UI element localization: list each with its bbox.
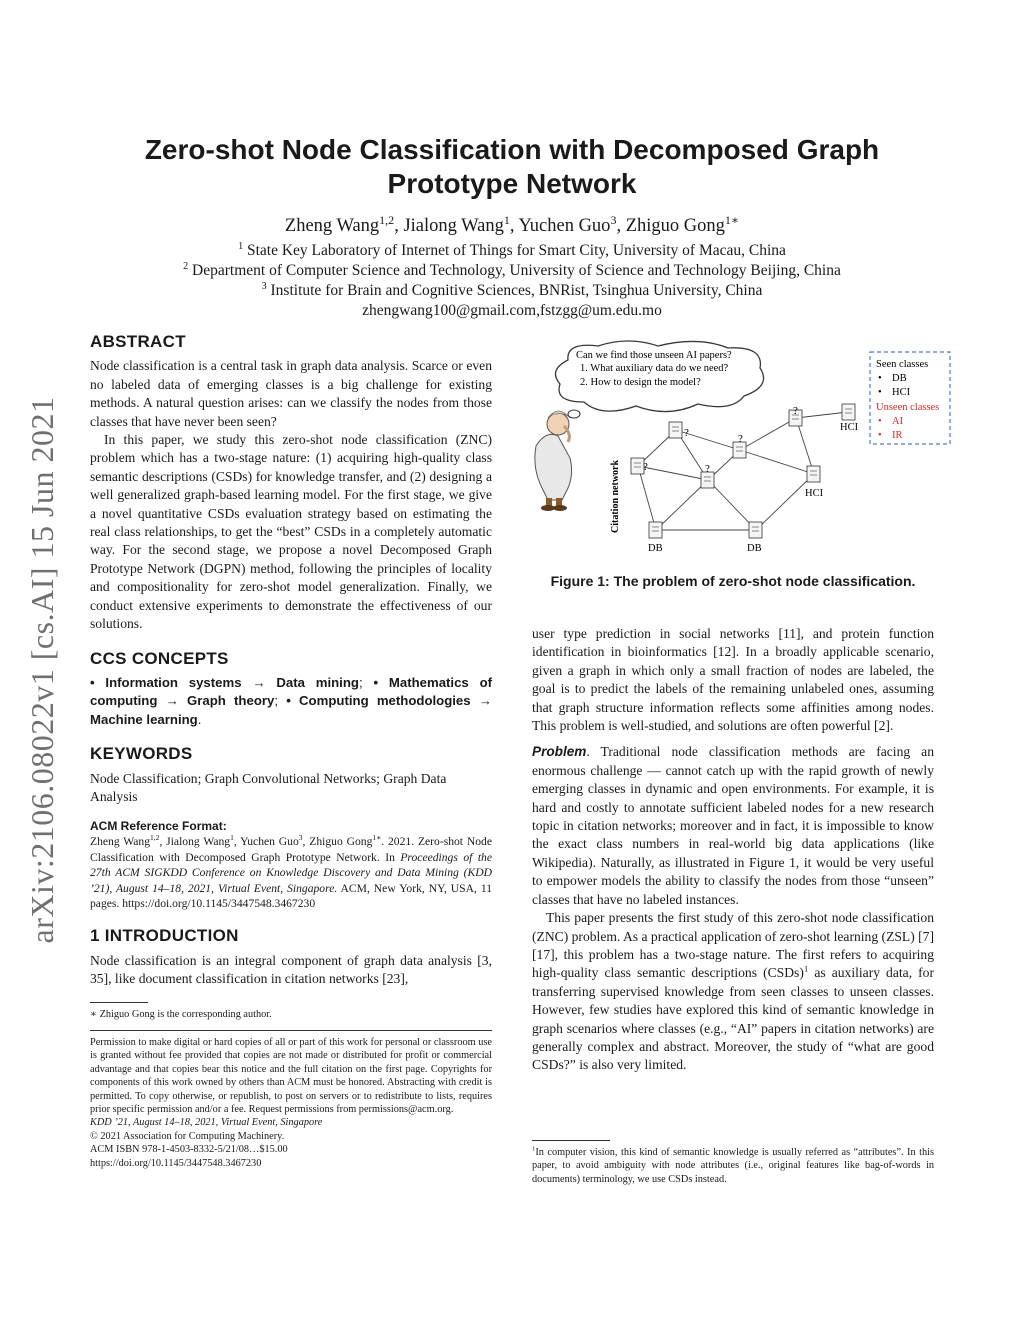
doi-line: https://doi.org/10.1145/3447548.3467230 bbox=[90, 1157, 262, 1169]
author-sup: 1 bbox=[503, 212, 510, 227]
ref-sup: 1 bbox=[230, 833, 234, 843]
ccs-term: → Graph theory bbox=[157, 693, 275, 709]
ref-sup: 1,2 bbox=[150, 833, 160, 843]
node-unknown-label: ? bbox=[643, 461, 648, 473]
right-p1: user type prediction in social networks [11], and protein function identification in bioinformatics [12]. In a broadly applicable scenario, given a graph in which only a small fraction of nodes are labeled, the goal is to predict the labels of the remaining unlabeled ones, assuming that graph structure information reflects some affinities among nodes. This problem is well-studied, and solutions are often powerful [2]. bbox=[532, 626, 934, 734]
ref-venue: Proceedings of the 27th ACM SIGKDD Conference on Knowledge Discovery and Data Mining (KDD ’21), August 14–18, 2021, Virtual Event, Singapore. bbox=[90, 850, 492, 895]
abstract-p2: In this paper, we study this zero-shot node classification (ZNC) problem which has a two-stage nature: (1) acquiring high-quality class semantic descriptions (CSDs) for knowledge transfer, and (2) designing a well generalized graph-based learning model. For the first stage, we give a novel quantitative CSDs evaluation strategy based on estimating the real class relationships, to get the “best” CSDs in a completely automatic way. For the second stage, we propose a novel Decomposed Graph Prototype Network (DGPN) method, following the principles of locality and compositionality for zero-shot model generalization. Finally, we conduct extensive experiments to demonstrate the effectiveness of our solutions. bbox=[90, 432, 492, 632]
affiliation bbox=[100, 261, 924, 281]
node-db-label: DB bbox=[648, 543, 663, 554]
thought-bubble bbox=[556, 341, 764, 427]
author-sup: 3 bbox=[610, 212, 617, 227]
ref-part: , Zhiguo Gong bbox=[302, 835, 373, 849]
footnote-rule bbox=[532, 1140, 610, 1141]
abstract-heading: ABSTRACT bbox=[90, 332, 186, 351]
permission-text: Permission to make digital or hard copies of all or part of this work for personal or classroom use is granted without fee provided that copies are not made or distributed for profit or commercial advantage and that copies bear this notice and the full citation on the first page. Copyrights for components of this work owned by others than ACM must be honored. Abstracting with credit is permitted. To copy otherwise, or republish, to post on servers or to redistribute to lists, requires prior specific permission and/or a fee. Request permissions from permissions@acm.org. bbox=[90, 1037, 492, 1116]
paper-node bbox=[669, 422, 682, 438]
legend-bullet: • bbox=[878, 430, 882, 441]
aff-num: 3 bbox=[261, 280, 267, 292]
author-name: Yuchen Guo bbox=[518, 216, 611, 236]
ccs-term: • Computing methodologies bbox=[286, 693, 471, 709]
ccs-heading: CCS CONCEPTS bbox=[90, 648, 229, 668]
paper-node bbox=[807, 466, 820, 482]
conference-line: KDD ’21, August 14–18, 2021, Virtual Event, Singapore bbox=[90, 1117, 323, 1129]
ref-part: . 2021. Zero-shot Node Classification with Decomposed Graph Prototype Network. In bbox=[90, 835, 492, 864]
isbn-line: ACM ISBN 978-1-4503-8332-5/21/08…$15.00 bbox=[90, 1144, 288, 1156]
ref-part: , Jialong Wang bbox=[159, 835, 231, 849]
ref-part: Zheng Wang bbox=[90, 835, 151, 849]
footnote-num: 1 bbox=[532, 1145, 536, 1153]
ref-sup: 1∗ bbox=[372, 833, 382, 843]
affiliation bbox=[100, 281, 924, 301]
permission-block bbox=[90, 1036, 492, 1170]
node-unknown-label: ? bbox=[738, 433, 743, 445]
problem-text: . Traditional node classification methods are facing an enormous challenge — cannot catch up with the rapid growth of newly emerging classes in dynamic and open environments. For example, it is hard and costly to annotate sufficient labeled nodes for a new research topic in citation networks; moreover and in fact, it is impossible to know the exact class numbers in real-world big data applications (like Wikipedia). Naturally, as illustrated in Figure 1, it would be very useful to empower models the ability to classify the nodes from those “unseen” classes that have no labeled instances. bbox=[532, 744, 934, 907]
problem-paragraph bbox=[532, 743, 934, 909]
scientist-illustration bbox=[535, 411, 572, 511]
author-sup: 1,2 bbox=[379, 212, 395, 227]
figure-1 bbox=[528, 338, 958, 566]
ref-part: ACM, New York, NY, USA, 11 pages. https://doi.org/10.1145/3447548.3467230 bbox=[90, 881, 492, 910]
figure-caption: Figure 1: The problem of zero-shot node classification. bbox=[550, 573, 916, 589]
ccs-term: → Machine learning bbox=[90, 693, 492, 727]
arxiv-id: arXiv:2106.08022v1 [cs.AI] 15 Jun 2021 bbox=[24, 396, 60, 944]
legend-ir: IR bbox=[892, 430, 903, 441]
node-unknown-label: ? bbox=[793, 405, 798, 417]
aff-num: 2 bbox=[183, 260, 189, 272]
legend-ai: AI bbox=[892, 416, 904, 427]
legend-bullet: • bbox=[878, 416, 882, 427]
ccs-concepts bbox=[90, 674, 492, 729]
node-db-label: DB bbox=[747, 543, 762, 554]
bubble-question: Can we find those unseen AI papers? bbox=[576, 350, 732, 361]
citation-network-label: Citation network bbox=[610, 459, 621, 533]
author-name: Jialong Wang bbox=[403, 216, 504, 236]
footnote-marker: 1 bbox=[803, 963, 809, 974]
keywords-heading: KEYWORDS bbox=[90, 744, 193, 764]
bubble-q1: 1. What auxiliary data do we need? bbox=[580, 363, 729, 374]
legend-bullet: • bbox=[878, 387, 882, 398]
permission-rule bbox=[90, 1030, 492, 1031]
footnote-text: In computer vision, this kind of semantic knowledge is usually referred as “attributes”. In this paper, to avoid ambiguity with node attributes (i.e., original features like bag-of-words in documents) terminology, we use CSDs instead. bbox=[532, 1147, 934, 1185]
ccs-sep: . bbox=[197, 711, 202, 727]
copyright-line: © 2021 Association for Computing Machinery. bbox=[90, 1130, 285, 1142]
paper-node bbox=[749, 522, 762, 538]
node-hci-label: HCI bbox=[840, 422, 859, 433]
node-unknown-label: ? bbox=[705, 463, 710, 475]
aff-text: Department of Computer Science and Technology, University of Science and Technology Beijing, China bbox=[192, 262, 841, 279]
left-column bbox=[90, 333, 492, 989]
intro-p1: Node classification is an integral component of graph data analysis [3, 35], like document classification in citation networks [23], bbox=[90, 952, 492, 987]
paper-node bbox=[842, 404, 855, 420]
abstract-p1: Node classification is a central task in graph data analysis. Scarce or even no labeled data of emerging classes is a big challenge for existing methods. A natural question arises: can we classify the nodes from those classes that have never been seen? bbox=[90, 358, 492, 429]
intro-heading: 1 INTRODUCTION bbox=[90, 926, 239, 946]
legend-hci: HCI bbox=[892, 387, 911, 398]
legend-db: DB bbox=[892, 373, 907, 384]
keywords-text: Node Classification; Graph Convolutional Networks; Graph Data Analysis bbox=[90, 770, 447, 804]
author-name: Zheng Wang bbox=[284, 216, 380, 236]
legend-bullet: • bbox=[878, 373, 882, 384]
title-line-2: Prototype Network bbox=[387, 168, 637, 199]
paper-node bbox=[649, 522, 662, 538]
ccs-term: → Data mining bbox=[241, 674, 359, 690]
p3-text: as auxiliary data, for transferring supervised knowledge from seen classes to unseen classes. However, few studies have explored this kind of semantic knowledge in graph scenarios where classes (e.g., “AI” papers in citation networks) are generally complex and abstract. Moreover, the study of “what are good CSDs?” is also very limited. bbox=[532, 965, 934, 1073]
footnote-corresponding: ∗ Zhiguo Gong is the corresponding author. bbox=[90, 1009, 272, 1020]
ccs-term: • Mathematics of computing bbox=[90, 674, 493, 709]
problem-label: Problem bbox=[532, 744, 587, 760]
footnote-rule bbox=[90, 1002, 148, 1003]
aff-text: State Key Laboratory of Internet of Things for Smart City, University of Macau, China bbox=[246, 242, 786, 259]
bubble-q2: 2. How to design the model? bbox=[580, 377, 701, 388]
right-column bbox=[532, 625, 934, 1075]
ref-sup: 3 bbox=[298, 833, 303, 843]
ccs-term: • Information systems bbox=[90, 674, 242, 690]
node-unknown-label: ? bbox=[684, 427, 689, 439]
node-hci-label: HCI bbox=[805, 488, 824, 499]
right-p3 bbox=[532, 909, 934, 1075]
aff-text: Institute for Brain and Cognitive Sciences, BNRist, Tsinghua University, China bbox=[270, 282, 763, 299]
acm-ref-text bbox=[90, 834, 492, 911]
author-sup: 1∗ bbox=[724, 212, 740, 227]
p3-text: This paper presents the first study of this zero-shot node classification (ZNC) problem. As a practical application of zero-shot learning (ZSL) [7] [17], this problem has a two-stage nature. The first refers to acquiring high-quality class semantic descriptions (CSDs) bbox=[532, 910, 935, 981]
footnote-1 bbox=[532, 1146, 934, 1186]
title-line-1: Zero-shot Node Classification with Decomposed Graph bbox=[144, 134, 880, 165]
author-emails: zhengwang100@gmail.com,fstzgg@um.edu.mo bbox=[362, 302, 662, 319]
paper-title bbox=[100, 133, 924, 201]
author-list: Zheng Wang$^{1,2}$, Jialong Wang$^1$, Yuchen Guo$^3$, Zhiguo Gong$^{1∗}$ bbox=[284, 212, 740, 236]
aff-num: 1 bbox=[238, 240, 244, 252]
legend-seen: Seen classes bbox=[876, 359, 929, 370]
author-name: Zhiguo Gong bbox=[625, 216, 725, 236]
figure-legend bbox=[870, 352, 950, 444]
ref-part: , Yuchen Guo bbox=[233, 835, 299, 849]
legend-unseen: Unseen classes bbox=[876, 402, 940, 413]
affiliation bbox=[100, 241, 924, 261]
acm-ref-heading: ACM Reference Format: bbox=[90, 819, 227, 834]
ccs-sep: ; bbox=[358, 674, 374, 690]
arxiv-stamp bbox=[18, 370, 66, 970]
ccs-sep: ; bbox=[274, 693, 287, 709]
